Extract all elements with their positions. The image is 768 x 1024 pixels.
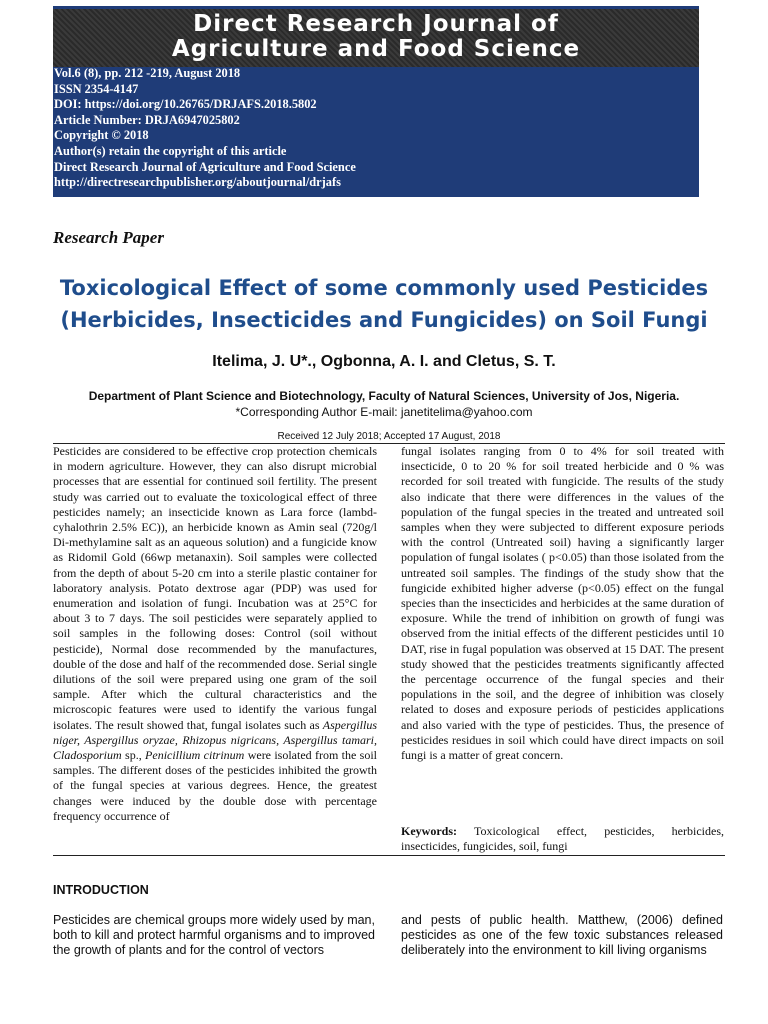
introduction-right-column: and pests of public health. Matthew, (2006) defined pesticides as one of the few toxic substances released deliberately into the environment to kill living organisms	[401, 913, 723, 957]
paper-type: Research Paper	[53, 228, 164, 247]
abstract-sp: sp.,	[121, 748, 146, 763]
doi-link[interactable]: DOI: https://doi.org/10.26765/DRJAFS.2018.5802	[54, 97, 317, 112]
abstract-left-column	[53, 444, 377, 824]
abstract-right-column: fungal isolates ranging from 0 to 4% for soil treated with insecticide, 0 to 20 % for soil treated herbicide and 0 % was recorded for soil treated with fungicide. The results of the study also indicate that there were differences in the values of the population of the fungal species in the treated and untreated soil samples when they were subjected to different exposure periods with the control (Untreated soil) having a significantly larger population of fungal isolates ( p<0.05) than those isolated from the untreated soil samples. The findings of the study show that the fungicide exhibited higher adverse (p<0.05) effect on the fungal species than the insecticides and herbicides at the same duration of exposure. While the trend of inhibition on growth of fungi was observed from the initial effects of the different pesticides until 10 DAT, rise in fugal population was observed at 15 DAT. The present study showed that the pesticides treatments significantly affected the percentage occurrence of the fungal species and their populations in the soil, and the degree of inhibition was closely related to doses and exposure periods of pesticides applications and also varied with the type of pesticides. Thus, the presence of pesticides residues in soil which could have direct impacts on soil fungi is a matter of great concern.	[401, 444, 724, 763]
introduction-heading: INTRODUCTION	[53, 883, 149, 897]
journal-name: Direct Research Journal of Agriculture and Food Science	[54, 159, 356, 174]
article-number: Article Number: DRJA6947025802	[54, 112, 240, 127]
article-metadata	[54, 66, 356, 191]
keywords-label: Keywords:	[401, 824, 457, 838]
copyright: Copyright © 2018	[54, 128, 149, 143]
issn: ISSN 2354-4147	[54, 81, 139, 96]
volume-info: Vol.6 (8), pp. 212 -219, August 2018	[54, 66, 241, 80]
corresponding-author-email[interactable]: *Corresponding Author E-mail: janetitelima@yahoo.com	[235, 405, 533, 419]
abstract-bottom-rule	[53, 855, 725, 856]
abstract-species-1: Aspergillus niger, Aspergillus oryzae, Rhizopus nigricans, Aspergillus tamari, Cladosporium	[53, 717, 377, 763]
introduction-left-column: Pesticides are chemical groups more widely used by man, both to kill and protect harmful organisms and to improved the growth of plants and for the control of vectors	[53, 913, 375, 957]
paper-title-line-2: (Herbicides, Insecticides and Fungicides) on Soil Fungi	[60, 308, 708, 332]
journal-title-line-1: Direct Research Journal of	[193, 11, 559, 37]
journal-header-banner	[53, 6, 699, 197]
abstract-text-1: Pesticides are considered to be effective crop protection chemicals in modern agriculture. However, they can also disrupt microbial processes that are essential for continued soil fertility. The present study was carried out to evaluate the toxicological effect of three pesticides namely; an insecticide known as Lara force (lambd-cyhalothrin 2.5% EC)), an herbicide known as Amin seal (720g/l Di-methylamine salt as an aqueous solution) and a fungicide know as Ridomil Gold (66wp metanaxin). Soil samples were collected from the depth of about 5-20 cm into a sterile plastic container for laboratory analysis. Potato dextrose agar (PDP) was used for enumeration and isolation of fungi. Incubation was at 25°C for about 3 to 7 days. The soil pesticides were separately applied to soil samples in the following doses: Control (soil without pesticide), Normal dose recommended by the manufactures, double of the dose and half of the recommended dose. Serial single dilutions of the soil were prepared using one gram of the soil sample. After which the cultural characteristics and the microscopic features were used to identify the various fungal isolates. The result showed that, fungal isolates such as	[53, 444, 377, 732]
paper-title	[30, 272, 738, 336]
journal-title-band	[53, 9, 699, 67]
authors: Itelima, J. U*., Ogbonna, A. I. and Cletus, S. T.	[212, 353, 556, 370]
abstract-text-2: were isolated from the soil samples. The different doses of the pesticides inhibited the growth of the fungal species at various degrees. Hence, the greatest changes were induced by the double dose with percentage frequency occurrence of	[53, 748, 378, 823]
copyright-note: Author(s) retain the copyright of this article	[54, 143, 287, 158]
journal-url-link[interactable]: http://directresearchpublisher.org/aboutjournal/drjafs	[54, 175, 341, 190]
journal-title-line-2: Agriculture and Food Science	[171, 36, 581, 62]
keywords	[401, 824, 724, 854]
keywords-list: Toxicological effect, pesticides, herbicides, insecticides, fungicides, soil, fungi	[401, 824, 724, 854]
abstract-species-2: Penicillium citrinum	[145, 748, 245, 763]
affiliation: Department of Plant Science and Biotechnology, Faculty of Natural Sciences, University of Jos, Nigeria.	[88, 389, 680, 403]
received-accepted-dates: Received 12 July 2018; Accepted 17 August, 2018	[277, 431, 501, 442]
paper-title-line-1: Toxicological Effect of some commonly used Pesticides	[59, 276, 709, 300]
